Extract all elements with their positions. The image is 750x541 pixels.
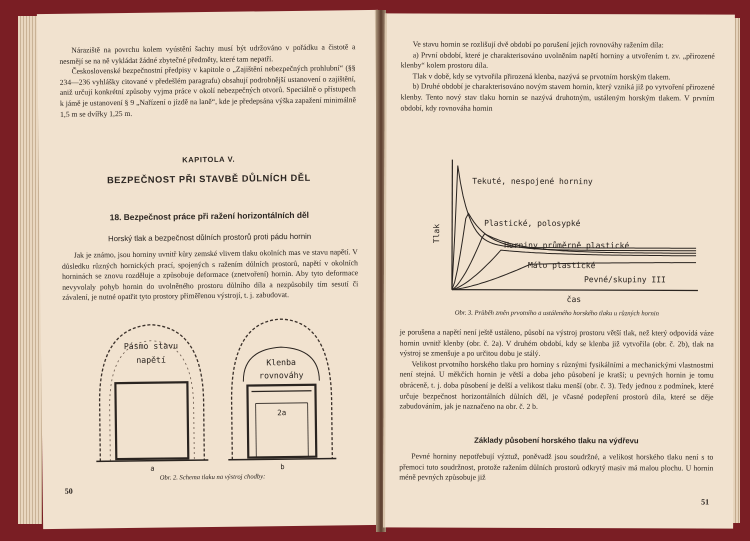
figure-2-diagram xyxy=(91,310,343,473)
left-text-main xyxy=(62,247,359,304)
figure-2a xyxy=(95,324,209,473)
figure-label-arch-2: rovnováhy xyxy=(259,369,304,381)
left-paragraph-1: Náraziště na povrchu kolem vyústění šachty musí být udržováno v pořádku a čistotě a nesmějí se na ně vykládat žádné zbytečné předměty, které tam nepatří. xyxy=(59,42,356,66)
figure-3-caption: Obr. 3. Průběh změn prvotního a ustáleného horského tlaku u různých hornin xyxy=(454,309,659,318)
left-paragraph-2: Československé bezpečnostní předpisy v kapitole o „Zajištění nebezpečných prohlubní“ (§§ 234—236 vyhlášky citované v předešlém paragrafu) obsahují podrobnější ustanovení o zajištění, aniž určují konkrétní způsoby vyjma práce v okolí nebezpečných otvorů. Speciálně o přístupech k jámě je ustanovení § 9 „Nařízení o jízdě na laně“, kde je předepsána výška zapažení minimálně 1,5 m se dvířky 1,25 m. xyxy=(59,63,356,119)
right-text-top xyxy=(401,39,715,114)
chart-x-axis xyxy=(452,290,698,291)
chart-series-labels xyxy=(472,176,666,285)
right-paragraph-2: a) První období, které je charakterisováno uvolněním napětí horniny a utvořením t. zv. „přirozené klenby“ kolem prostoru díla. xyxy=(400,50,715,70)
right-paragraph-3: Tlak v době, kdy se vytvořila přirozená klenba, nazývá se prvotním horským tlakem. xyxy=(412,71,671,82)
chapter-title: BEZPEČNOST PŘI STAVBĚ DŮLNÍCH DĚL xyxy=(106,172,311,186)
left-text-top xyxy=(59,42,356,120)
chart-series-label-3: Horniny průměrně plastické xyxy=(504,240,630,251)
chart-y-axis-label: Tlak xyxy=(432,223,442,244)
right-paragraph-7: Pevné horniny nepotřebují výztuž, poněvadž jsou soudržné, a velikost horského tlaku není s to přemoci tuto soudržnost, protože ražením důlních prostorů odkrytý masiv má malou plochu. U hornin méně pevných způsobuje již xyxy=(399,451,714,482)
chart-series-label-5: Pevné/skupiny III xyxy=(583,275,666,285)
right-paragraph-6: Velikost prvotního horského tlaku pro horniny s různými fysikálními a mechanickými vlastnostmi není stejná. U měkčích hornin je větší a doba jeho působení je kratší; u pevných hornin je tomu obráceně, t. j. doba působení je delší a velikost tlaku menší (obr. č. 3). Tedy jednou z podmínek, které určuje bezpečnost horizontálních důlních děl, je včasné podepření prostorů díla, které se děje zabudováním, jak je naznačeno na obr. č. 2 b. xyxy=(399,359,714,412)
left-page xyxy=(37,10,384,529)
left-page-number: 50 xyxy=(64,486,73,496)
right-page-number: 51 xyxy=(701,497,710,507)
figure-2-caption: Obr. 2. Schema tlaku na výstroj chodby: xyxy=(159,473,266,482)
section-heading: 18. Bezpečnost práce při ražení horizontálních děl xyxy=(109,209,309,223)
chapter-label: KAPITOLA V. xyxy=(182,154,236,165)
right-paragraph-5: je porušena a napětí není ještě ustáleno, působí na výstroj prostoru větší tlak, než který odpovídá váze hornin uvnitř klenby (obr. č. 2a). V druhém období, kdy se klenba již vytvořila (obr. č. 2b), tlak na výstroj se zmenšuje a po určitou dobu je stálý. xyxy=(399,327,714,359)
figure-3-chart xyxy=(406,153,707,306)
chart-series-label-1: Tekuté, nespojené horniny xyxy=(472,176,593,187)
figure-label-stress-zone-1: Pásmo stavu xyxy=(123,340,179,352)
chart-series-label-2: Plastické, polosypké xyxy=(484,218,581,229)
figure-label-stress-zone-2: napětí xyxy=(136,354,166,365)
figure-letter-b: b xyxy=(280,463,285,472)
chart-x-axis-label: čas xyxy=(566,295,582,305)
right-paragraph-1: Ve stavu hornin se rozlišují dvě období po porušení jejich rovnováhy ražením díla: xyxy=(412,39,664,50)
figure-2b xyxy=(227,318,337,471)
left-paragraph-3: Jak je známo, jsou horniny uvnitř kůry zemské vlivem tlaku okolních mas ve stavu napětí. V důsledku různých hornických prací, spojených s ražením důlních prostorů, napětí v okolních horninách se znovu rozděluje a způsobuje deformace (znetvoření) hornin. Aby tyto deformace nevyvolaly pohyb hornin do uvolněného prostoru důlního díla a nezpůsobily tím sesutí či závalení, je nutné opatřit tyto prostory přiměřenou výstrojí, t. j. zabudovat. xyxy=(61,247,359,303)
right-text-bottom xyxy=(399,451,713,484)
figure-letter-a: a xyxy=(150,464,155,473)
right-paragraph-4: b) Druhé období je charakterisováno novým stavem hornin, který vzniká již po vytvoření přirozené klenby. Tento nový stav tlaku hornin se nazývá druhotným, ustáleným horským tlakem. V prvním období, kdy rovnováha hornin xyxy=(400,81,715,113)
figure-label-arch-1: Klenba xyxy=(266,356,296,368)
right-section-heading: Základy působení horského tlaku na výdřevu xyxy=(474,435,639,446)
chart-series-label-4: Málo plastické xyxy=(528,260,596,271)
right-page xyxy=(383,13,735,528)
subsection-heading: Horský tlak a bezpečnost důlních prostorů proti pádu hornin xyxy=(108,231,312,244)
figure-label-2a: 2a xyxy=(277,408,287,418)
right-text-middle xyxy=(400,327,714,413)
chart-series-line-4 xyxy=(452,250,696,291)
